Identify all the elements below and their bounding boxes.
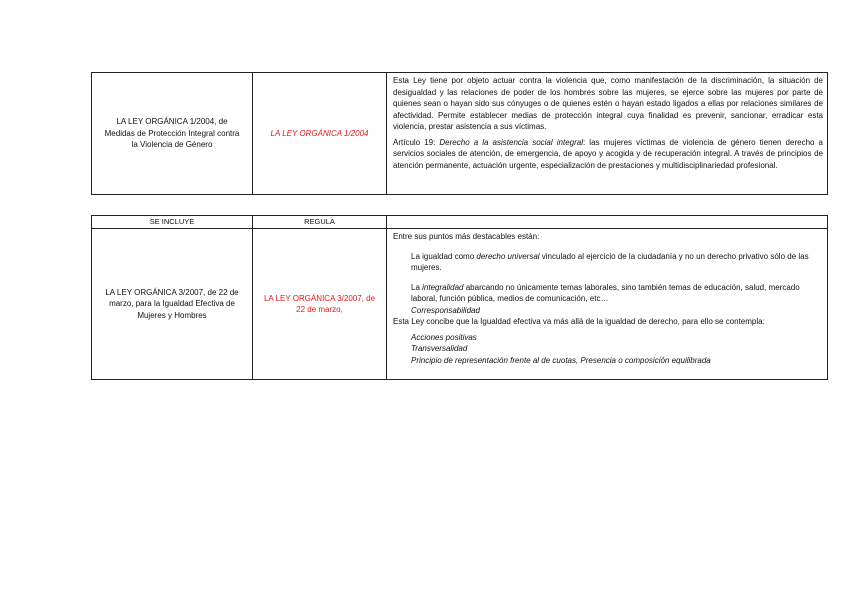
list-item: Principio de representación frente al de cuotas, Presencia o composición equilibrada [411, 355, 711, 365]
law-name-cell [92, 229, 253, 380]
law-name: LA LEY ORGÁNICA 3/2007, de 22 de marzo, para la Igualdad Efectiva de Mujeres y Hombres [105, 287, 239, 320]
list-item: Transversalidad [411, 344, 468, 353]
point-universal [393, 251, 823, 274]
regula-cell [253, 73, 387, 195]
point-italic: derecho universal [476, 251, 540, 261]
intro-text: Entre sus puntos más destacables están: [393, 232, 540, 241]
law-name-cell [92, 73, 253, 195]
header-se-incluye: SE INCLUYE [92, 216, 253, 229]
point-integralidad [393, 282, 823, 305]
regula-text: LA LEY ORGÁNICA 1/2004 [270, 128, 369, 138]
table-header-row [92, 216, 828, 229]
header-regula: REGULA [253, 216, 387, 229]
regula-text: LA LEY ORGÁNICA 3/2007, de 22 de marzo, [263, 293, 376, 314]
table-row [92, 229, 828, 380]
point-text: La igualdad como [411, 251, 477, 261]
description-cell [387, 229, 828, 380]
point-text: La [411, 282, 423, 292]
concibe-text: Esta Ley concibe que la Igualdad efectiva va más allá de la igualdad de derecho, para ello se contempla: [393, 317, 765, 326]
article-paragraph [393, 137, 823, 172]
law-name: LA LEY ORGÁNICA 1/2004, de Medidas de Protección Integral contra la Violencia de Género [104, 117, 240, 150]
table-row [92, 73, 828, 195]
article-title: Derecho a la asistencia social integral [439, 137, 583, 147]
point-text: vinculado al ejercicio de la ciudadanía y no un derecho privativo sólo de las mujeres. [411, 251, 809, 272]
point-italic: integralidad [422, 282, 464, 292]
article-label: Artículo 19: [393, 137, 440, 147]
law-table-2 [91, 215, 828, 380]
list-item: Acciones positivas [411, 332, 477, 342]
point-corresponsabilidad: Corresponsabilidad [411, 305, 480, 315]
point-text: abarcando no únicamente temas laborales, sino también temas de educación, salud, mercado laboral, función pública, medios de comunicación, etc… [411, 282, 800, 303]
regula-cell [253, 229, 387, 380]
header-empty [387, 216, 828, 229]
law-table-1 [91, 72, 828, 195]
article-text: : las mujeres víctimas de violencia de género tienen derecho a servicios sociales de atención, de emergencia, de apoyo y acogida y de recuperación integral. A través de principios de atención permanente, actuación urgente, especialización de prestaciones y multidisciplinariedad profesional. [393, 137, 823, 170]
description-paragraph: Esta Ley tiene por objeto actuar contra la violencia que, como manifestación de la discriminación, la situación de desigualdad y las relaciones de poder de los hombres sobre las mujeres, se ejerce sobre las mujeres por parte de quienes sean o hayan sido sus cónyuges o de quienes estén o hayan estado ligados a ellas por relaciones similares de afectividad. Permite establecer medias de protección integral cuya finalidad es prevenir, sancionar, erradicar esta violencia, prestar asistencia a sus víctimas. [393, 76, 823, 131]
description-cell [387, 73, 828, 195]
